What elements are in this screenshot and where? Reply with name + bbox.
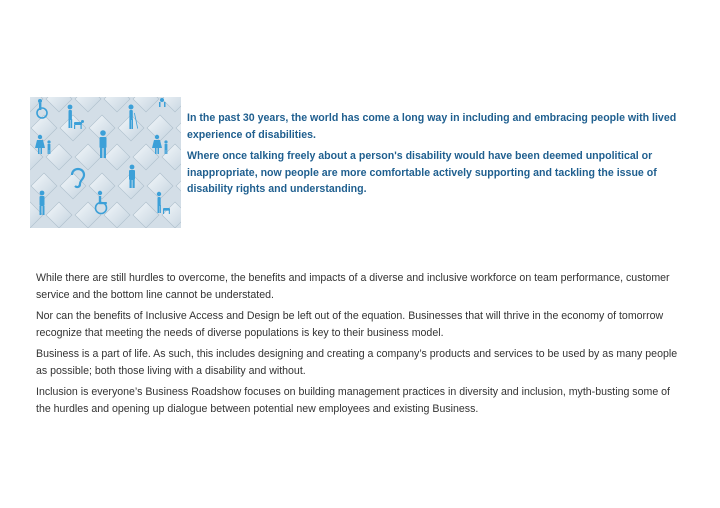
body-paragraph: Nor can the benefits of Inclusive Access and Design be left out of the equation. Businesses that will thrive in the economy of tomorrow recognize that meeting the needs of diverse populations is key to their business model. bbox=[36, 310, 664, 339]
intro-paragraph: In the past 30 years, the world has come a long way in including and embracing people with lived experience of disabilities. bbox=[187, 112, 677, 141]
body-paragraph: While there are still hurdles to overcome, the benefits and impacts of a diverse and inclusive workforce on team performance, customer service and the bottom line cannot be understated. bbox=[36, 272, 670, 301]
accessibility-tiles bbox=[30, 97, 181, 228]
body-paragraph: Inclusion is everyone’s Business Roadshow focuses on building management practices in diversity and inclusion, myth-busting some of the hurdles and opening up dialogue between potential new employees and existing Business. bbox=[36, 386, 670, 415]
body-paragraph: Business is a part of life. As such, this includes designing and creating a company’s products and services to be used by as many people as possible; both those living with a disability and without. bbox=[36, 348, 678, 377]
body-section bbox=[36, 270, 686, 422]
accessibility-icons-image bbox=[30, 97, 181, 228]
intro-section bbox=[187, 110, 677, 203]
intro-paragraph: Where once talking freely about a person's disability would have been deemed unpolitical or inappropriate, now people are more comfortable actively supporting and tackling the issue of disability rights and understanding. bbox=[187, 150, 657, 195]
